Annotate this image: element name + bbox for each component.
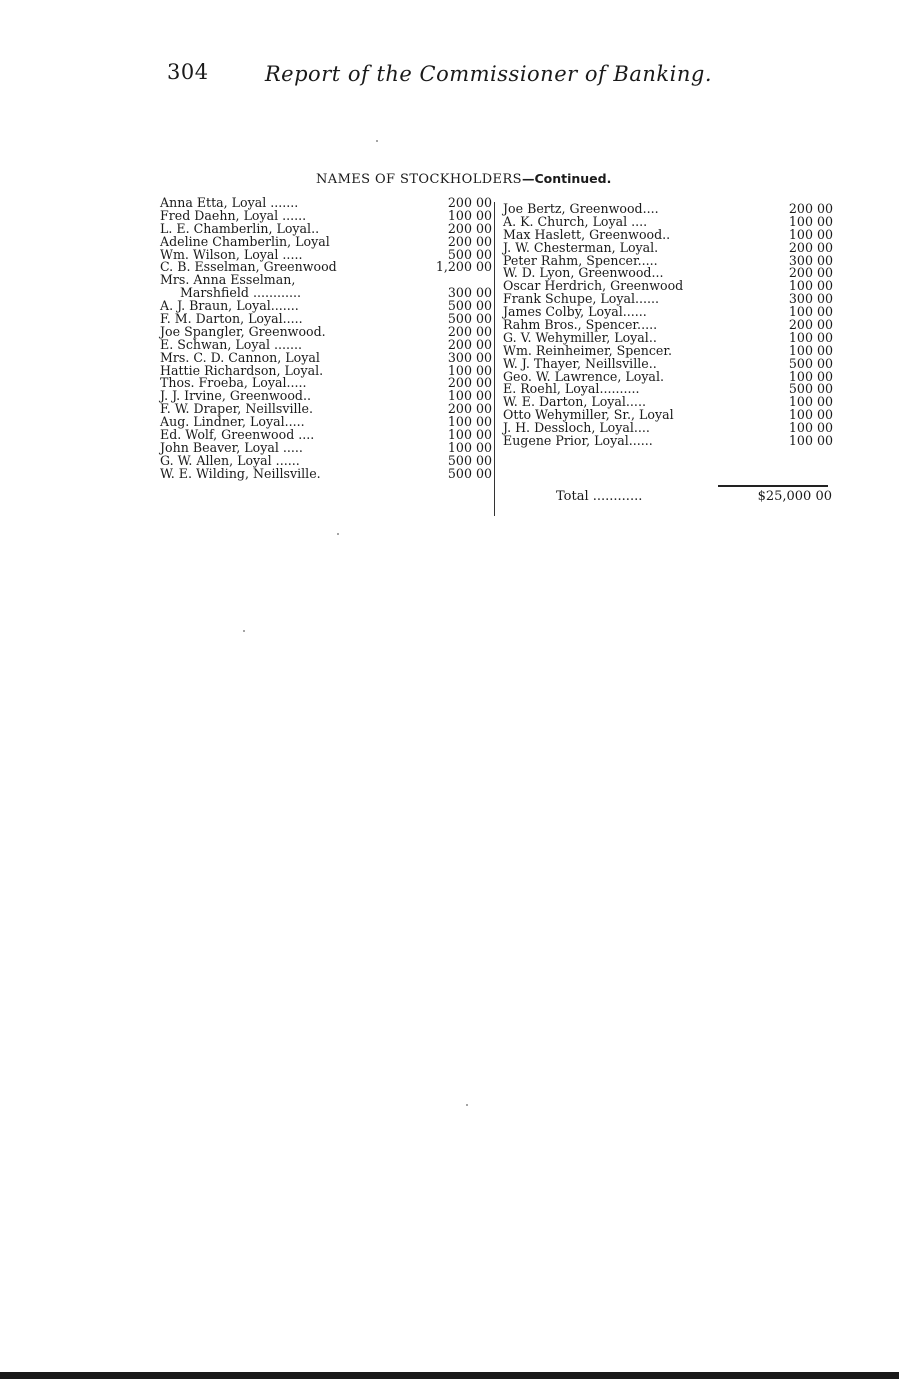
stockholder-amount: 1,200 00 <box>435 259 492 275</box>
stockholder-name: G. W. Allen, Loyal ...... <box>160 452 300 468</box>
stockholder-name: W. D. Lyon, Greenwood... <box>503 265 664 281</box>
stockholder-name: Peter Rahm, Spencer..... <box>503 252 658 268</box>
stockholder-amount: 300 00 <box>788 291 833 307</box>
left-stockholder-column <box>160 197 492 481</box>
stockholder-name: Frank Schupe, Loyal...... <box>503 291 660 307</box>
stockholder-amount: 100 00 <box>788 304 833 320</box>
stockholder-amount: 300 00 <box>788 252 833 268</box>
total-row <box>556 489 832 505</box>
right-stockholder-column <box>503 203 833 448</box>
stockholder-amount: 200 00 <box>447 401 492 417</box>
stockholder-name: E. Roehl, Loyal.......... <box>503 381 640 397</box>
stockholder-name: W. J. Thayer, Neillsville.. <box>503 355 657 371</box>
stockholder-name: Oscar Herdrich, Greenwood <box>503 278 684 294</box>
stockholder-name: G. V. Wehymiller, Loyal.. <box>503 329 657 345</box>
page-bottom-edge <box>0 1372 899 1379</box>
stockholder-row <box>160 465 492 481</box>
stockholder-amount: 500 00 <box>447 452 492 468</box>
stockholder-name: F. M. Darton, Loyal..... <box>160 311 303 327</box>
page-header <box>167 60 712 94</box>
page-number: 304 <box>167 60 209 84</box>
stockholder-name: E. Schwan, Loyal ....... <box>160 336 303 352</box>
stockholder-amount: 200 00 <box>447 220 492 236</box>
stockholder-amount: 200 00 <box>447 375 492 391</box>
stockholder-name: Wm. Reinheimer, Spencer. <box>503 342 672 358</box>
stockholder-name: Geo. W. Lawrence, Loyal. <box>503 368 664 384</box>
section-title <box>316 171 611 187</box>
stockholder-amount: 200 00 <box>788 201 833 216</box>
stockholder-amount: 200 00 <box>788 265 833 281</box>
stockholder-amount: 100 00 <box>788 368 833 384</box>
total-value: $25,000 00 <box>757 489 832 504</box>
stockholder-name: Eugene Prior, Loyal...... <box>503 433 653 449</box>
stockholder-amount: 200 00 <box>447 336 492 352</box>
stockholder-amount: 100 00 <box>447 439 492 455</box>
section-continued-text: —Continued. <box>521 171 612 186</box>
stockholder-name: Hattie Richardson, Loyal. <box>160 362 324 378</box>
total-rule <box>718 485 828 487</box>
stockholder-amount: 100 00 <box>788 278 833 294</box>
stockholder-name: Mrs. Anna Esselman, <box>160 272 296 288</box>
stockholder-name: Wm. Wilson, Loyal ..... <box>160 246 303 262</box>
stockholder-name: Ed. Wolf, Greenwood .... <box>160 427 315 443</box>
stockholder-amount: 100 00 <box>788 407 833 423</box>
stockholder-amount: 500 00 <box>447 246 492 262</box>
stockholder-name: W. E. Darton, Loyal..... <box>503 394 646 410</box>
stockholder-name: Anna Etta, Loyal ....... <box>160 195 299 210</box>
stockholder-amount: 500 00 <box>447 465 492 481</box>
running-title: Report of the Commissioner of Banking. <box>264 62 712 86</box>
stockholder-amount: 500 00 <box>788 381 833 397</box>
stockholder-amount: 200 00 <box>447 195 492 210</box>
stockholder-amount: 100 00 <box>447 207 492 223</box>
stockholder-amount: 100 00 <box>447 414 492 430</box>
stockholder-amount: 100 00 <box>447 388 492 404</box>
stockholder-amount: 300 00 <box>447 349 492 365</box>
stockholder-name: A. J. Braun, Loyal....... <box>160 298 299 314</box>
stockholder-name: Otto Wehymiller, Sr., Loyal <box>503 407 674 423</box>
stockholder-name: Adeline Chamberlin, Loyal <box>160 233 330 249</box>
print-speck <box>466 1104 468 1106</box>
stockholder-amount: 100 00 <box>788 394 833 410</box>
stockholder-name: Fred Daehn, Loyal ...... <box>160 207 307 223</box>
stockholder-amount: 200 00 <box>788 317 833 333</box>
stockholder-name: J. H. Dessloch, Loyal.... <box>503 420 650 436</box>
stockholder-amount: 100 00 <box>788 342 833 358</box>
stockholder-amount: 500 00 <box>447 311 492 327</box>
stockholder-name: Marshfield ............ <box>180 285 301 301</box>
stockholder-amount: 500 00 <box>447 298 492 314</box>
stockholder-amount: 200 00 <box>788 239 833 255</box>
print-speck <box>337 533 339 535</box>
stockholder-amount: 200 00 <box>447 233 492 249</box>
stockholder-row <box>503 435 833 448</box>
stockholder-amount: 100 00 <box>788 329 833 345</box>
stockholder-name: Mrs. C. D. Cannon, Loyal <box>160 349 320 365</box>
section-title-text: NAMES OF STOCKHOLDERS <box>316 172 522 187</box>
stockholder-name: C. B. Esselman, Greenwood <box>160 259 337 275</box>
stockholder-amount: 100 00 <box>788 433 833 449</box>
print-speck <box>243 630 245 632</box>
stockholder-name: Max Haslett, Greenwood.. <box>503 226 671 242</box>
stockholder-amount: 100 00 <box>447 427 492 443</box>
stockholder-name: James Colby, Loyal...... <box>503 304 647 320</box>
stockholder-name: Aug. Lindner, Loyal..... <box>160 414 305 430</box>
column-divider <box>494 202 495 516</box>
stockholder-name: W. E. Wilding, Neillsville. <box>160 465 321 481</box>
print-speck <box>376 140 378 142</box>
stockholder-amount: 100 00 <box>788 420 833 436</box>
total-label: Total ............ <box>556 489 643 504</box>
stockholder-name: F. W. Draper, Neillsville. <box>160 401 313 417</box>
stockholder-name: Joe Spangler, Greenwood. <box>160 323 326 339</box>
stockholder-name: Joe Bertz, Greenwood.... <box>503 201 659 216</box>
stockholder-name: L. E. Chamberlin, Loyal.. <box>160 220 320 236</box>
stockholder-amount: 300 00 <box>447 285 492 301</box>
stockholder-name: J. W. Chesterman, Loyal. <box>503 239 659 255</box>
stockholder-amount: 500 00 <box>788 355 833 371</box>
stockholder-name: John Beaver, Loyal ..... <box>160 439 303 455</box>
stockholder-name: J. J. Irvine, Greenwood.. <box>160 388 311 404</box>
stockholder-name: Rahm Bros., Spencer..... <box>503 317 658 333</box>
stockholder-amount: 100 00 <box>788 226 833 242</box>
stockholder-name: A. K. Church, Loyal .... <box>503 213 648 229</box>
stockholder-name: Thos. Froeba, Loyal..... <box>160 375 307 391</box>
stockholder-amount: 200 00 <box>447 323 492 339</box>
stockholder-amount: 100 00 <box>447 362 492 378</box>
stockholder-amount: 100 00 <box>788 213 833 229</box>
